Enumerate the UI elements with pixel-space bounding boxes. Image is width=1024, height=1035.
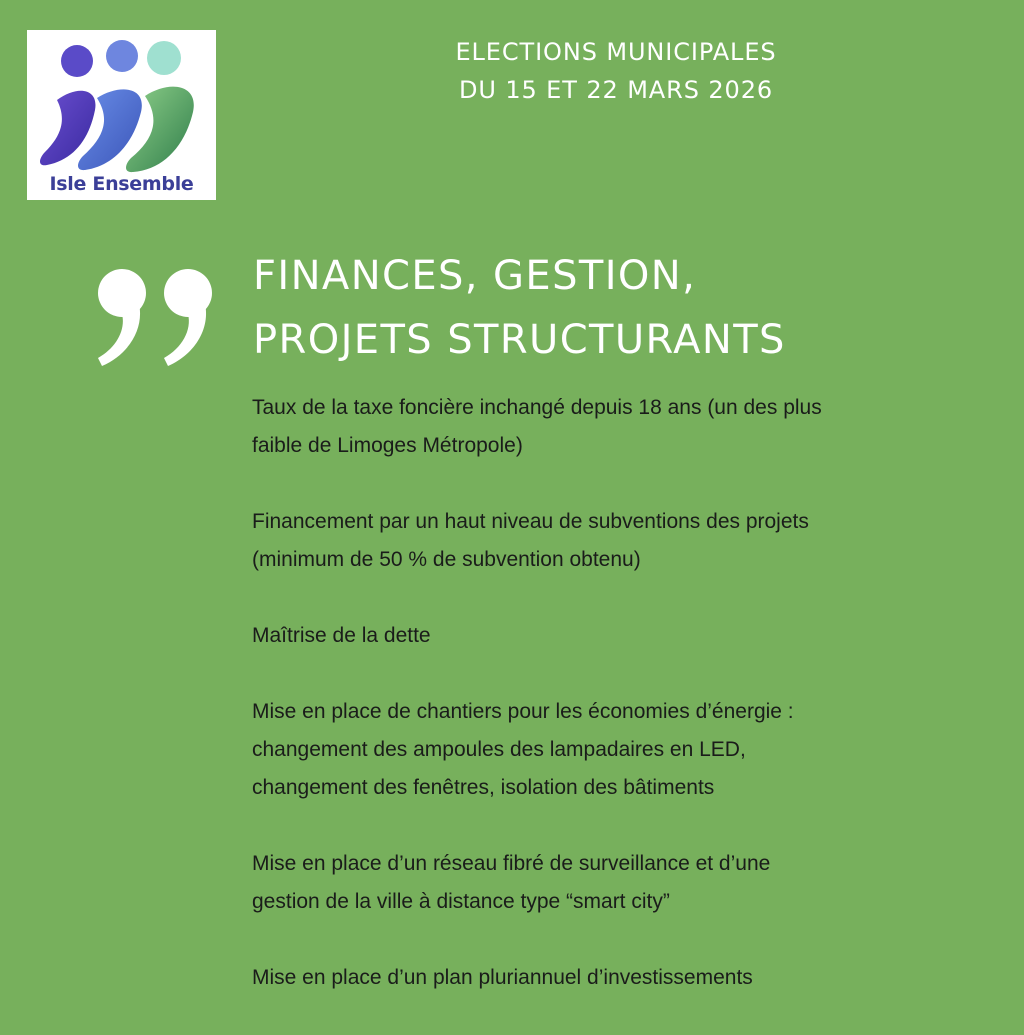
closing-quote-icon xyxy=(92,268,222,368)
program-list xyxy=(252,389,952,1035)
logo xyxy=(27,30,216,200)
item-text: faible de Limoges Métropole) xyxy=(252,434,523,457)
item-text: Taux de la taxe foncière inchangé depuis 18 ans (un des plus xyxy=(252,396,822,419)
item-text: (minimum de 50 % de subvention obtenu) xyxy=(252,548,641,571)
item-text: gestion de la ville à distance type “smart city” xyxy=(252,890,670,913)
item-text: Financement par un haut niveau de subventions des projets xyxy=(252,510,809,533)
item-text: changement des ampoules des lampadaires en LED, xyxy=(252,738,746,761)
item-text: changement des fenêtres, isolation des bâtiments xyxy=(252,776,715,799)
election-title: ELECTIONS MUNICIPALES xyxy=(455,38,777,66)
list-item xyxy=(252,617,952,655)
list-item xyxy=(252,503,952,579)
item-text: Mise en place d’un réseau fibré de surveillance et d’une xyxy=(252,852,771,875)
item-text: Maîtrise de la dette xyxy=(252,624,431,647)
logo-text: Isle Ensemble xyxy=(49,173,194,195)
election-header xyxy=(416,33,816,109)
item-text: Mise en place de chantiers pour les économies d’énergie : xyxy=(252,700,794,723)
list-item xyxy=(252,389,952,465)
list-item xyxy=(252,693,952,807)
section-title xyxy=(253,244,786,372)
list-item xyxy=(252,959,952,997)
item-text: Mise en place d’un plan pluriannuel d’investissements xyxy=(252,966,753,989)
section-title-line-1: FINANCES, GESTION, xyxy=(253,253,697,299)
section-title-line-2: PROJETS STRUCTURANTS xyxy=(253,317,786,363)
list-item xyxy=(252,845,952,921)
logo-people-icon xyxy=(37,34,205,196)
election-dates: DU 15 ET 22 MARS 2026 xyxy=(458,76,774,104)
